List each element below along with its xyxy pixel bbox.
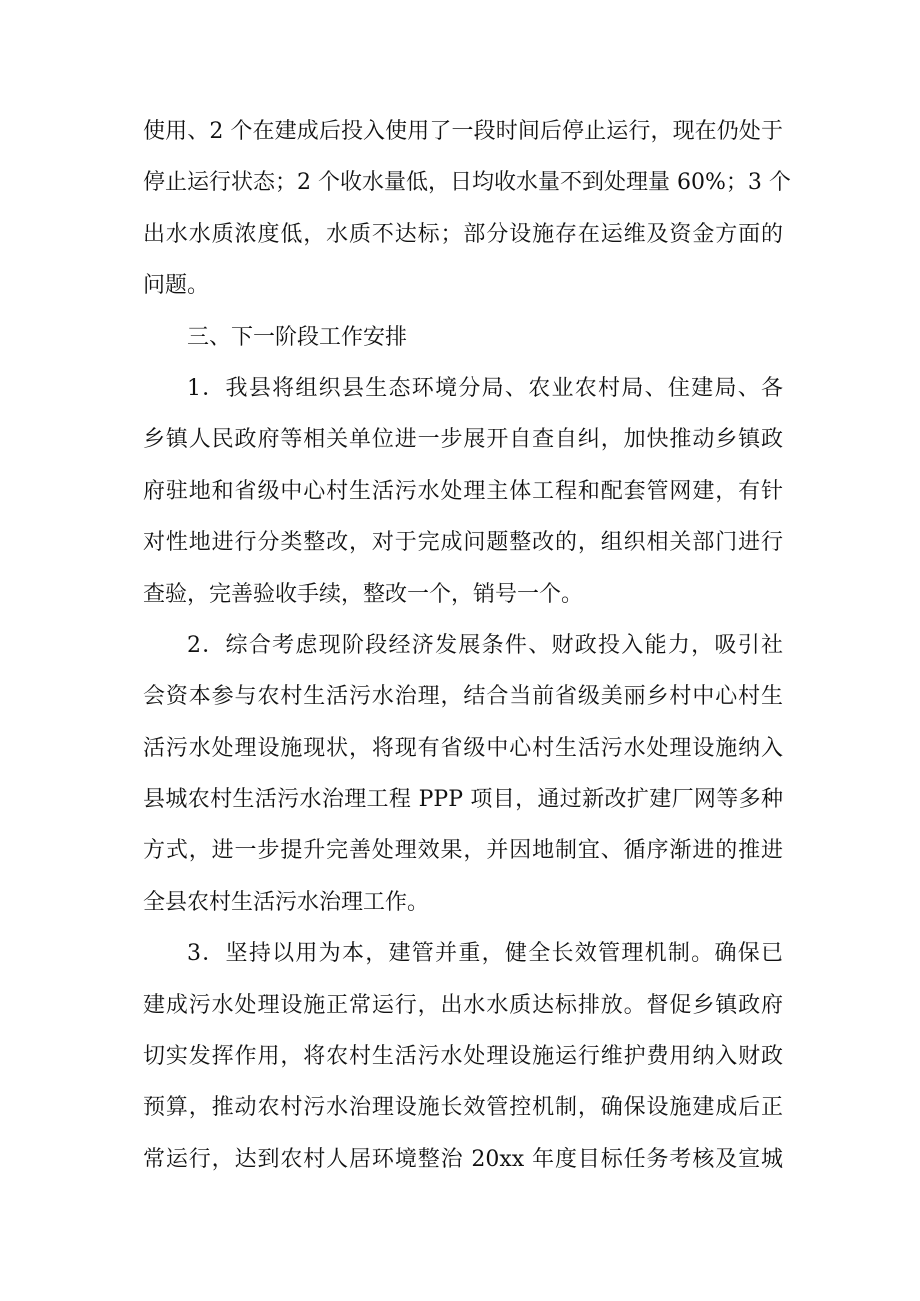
text-line: 问题。: [143, 273, 210, 299]
text-line: 乡镇人民政府等相关单位进一步展开自查自纠，加快推动乡镇政: [143, 427, 783, 453]
text-line: 会资本参与农村生活污水治理，结合当前省级美丽乡村中心村生: [143, 684, 783, 710]
list-item-1: [143, 363, 783, 620]
text-line: 建成污水处理设施正常运行，出水水质达标排放。督促乡镇政府: [143, 992, 783, 1018]
list-item-2: [143, 620, 783, 928]
text-line: 方式，进一步提升完善处理效果，并因地制宜、循序渐进的推进: [143, 838, 783, 864]
text-line: 切实发挥作用，将农村生活污水处理设施运行维护费用纳入财政: [143, 1044, 783, 1070]
text-line: 对性地进行分类整改，对于完成问题整改的，组织相关部门进行: [143, 530, 783, 556]
text-line: 活污水处理设施现状，将现有省级中心村生活污水处理设施纳入: [143, 735, 783, 761]
paragraph-continuation: [143, 106, 791, 312]
section-heading-3: [143, 312, 783, 363]
text-line: 县城农村生活污水治理工程 PPP 项目，通过新改扩建厂网等多种: [143, 787, 783, 813]
text-line: 2．综合考虑现阶段经济发展条件、财政投入能力，吸引社: [187, 632, 783, 658]
heading-line: 三、下一阶段工作安排: [187, 324, 408, 350]
text-line: 全县农村生活污水治理工作。: [143, 889, 430, 915]
text-line: 预算，推动农村污水治理设施长效管控机制，确保设施建成后正: [143, 1095, 783, 1121]
text-line: 常运行，达到农村人居环境整治 20xx 年度目标任务考核及宣城: [143, 1146, 783, 1172]
document-body: [143, 106, 791, 1185]
text-line: 府驻地和省级中心村生活污水处理主体工程和配套管网建，有针: [143, 478, 783, 504]
text-line: 使用、2 个在建成后投入使用了一段时间后停止运行，现在仍处于: [143, 119, 783, 144]
text-line: 3．坚持以用为本，建管并重，健全长效管理机制。确保已: [187, 941, 783, 967]
list-item-3: [143, 928, 783, 1185]
text-line: 出水水质浓度低，水质不达标；部分设施存在运维及资金方面的: [143, 221, 783, 247]
text-line: 查验，完善验收手续，整改一个，销号一个。: [143, 581, 584, 607]
text-line: 1．我县将组织县生态环境分局、农业农村局、住建局、各: [187, 375, 783, 401]
text-line: 停止运行状态；2 个收水量低，日均收水量不到处理量 60%；3 个: [143, 170, 791, 196]
